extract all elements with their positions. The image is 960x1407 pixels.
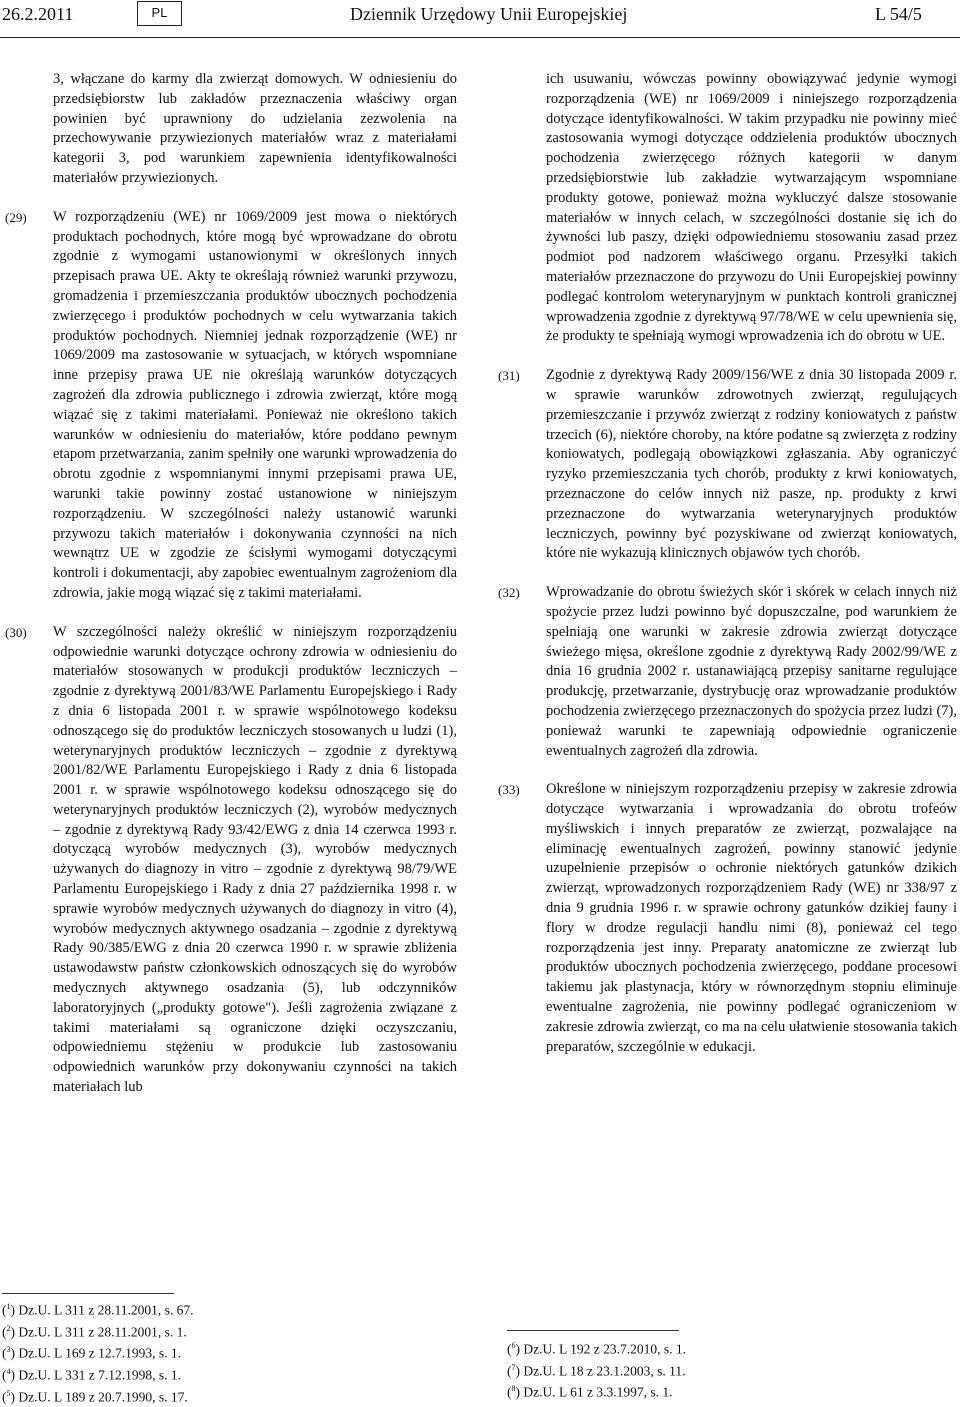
publication-date: 26.2.2011 — [2, 4, 74, 24]
footnote-text: Dz.U. L 18 z 23.1.2003, s. 11. — [523, 1363, 686, 1379]
recital-number: (30) — [5, 624, 27, 640]
footnote-mark: 3 — [6, 1345, 11, 1355]
footnote-text: Dz.U. L 169 z 12.7.1993, s. 1. — [18, 1345, 181, 1361]
footnote-mark: 2 — [6, 1323, 11, 1333]
footnote: ($^7$) Dz.U. L 18 z 23.1.2003, s. 11. — [507, 1362, 686, 1379]
footnote: ($^1$) Dz.U. L 311 z 28.11.2001, s. 67. — [2, 1302, 194, 1318]
recital-31 — [498, 366, 957, 564]
footnotes-left — [2, 1298, 402, 1407]
continuation-paragraph — [498, 70, 957, 347]
footnote: ($^5$) Dz.U. L 189 z 20.7.1990, s. 17. — [2, 1388, 188, 1405]
recital-text: Zgodnie z dyrektywą Rady 2009/156/WE z dnia 30 listopada 2009 r. w sprawie warunków zdrowotnych zwierząt, regulujących przemieszczanie i przywóz zwierząt z rodziny koniowatych z państw trzecich (6), niektóre choroby, na które podatne są zwierzęta z rodziny koniowatych, podlegają obowiązkowi zgłaszania. Aby ograniczyć ryzyko przemieszczania tych chorób, produkty z krwi koniowatych, przeznaczone do celów innych niż pasze, np. produkty z krwi przeznaczone do wytwarzania weterynaryjnych produktów leczniczych, powinny być pozyskiwane od zwierząt koniowatych, które nie wykazują klinicznych objawów tych chorób. — [546, 367, 957, 562]
recital-30 — [5, 623, 457, 1098]
recital-number: (31) — [498, 368, 520, 384]
footnote-mark: 7 — [511, 1362, 516, 1372]
recital-number: (32) — [498, 585, 520, 601]
paragraph-text: 3, włączane do karmy dla zwierząt domowych. W odniesieniu do przedsiębiorstw lub zakładów przeznaczenia właściwy organ powinien być uprawniony do udzielania zezwolenia na przechowywanie przywiezionych materiałów wraz z materiałami kategorii 3, pod warunkiem zapewnienia identyfikowalności materiałów przywiezionych. — [53, 71, 457, 186]
recital-text: Określone w niniejszym rozporządzeniu przepisy w zakresie zdrowia dotyczące wytwarzania i wprowadzania do obrotu trofeów myśliwskich i innych preparatów ze zwierząt, pozwalające na eliminację ewentualnych zagrożeń, powinny stanowić jedynie uzupełnienie przepisów o ochronie niektórych gatunków dzikich zwierząt, wprowadzonych rozporządzeniem Rady (WE) nr 338/97 z dnia 9 grudnia 1996 r. w sprawie ochrony gatunków dzikiej fauny i flory w drodze regulacji handlu nimi (8), ponieważ cel tego rozporządzenia jest inny. Preparaty anatomiczne ze zwierząt lub produktów ubocznych pochodzenia zwierzęcego, poddane procesowi takiemu jak plastynacja, który w równorzędnym stopniu eliminuje ewentualne zagrożenia, nie powinny podlegać ograniczeniom w zakresie zdrowia zwierząt, co ma na celu ułatwienie stosowania takich preparatów, szczególnie w edukacji. — [546, 781, 957, 1055]
footnote-mark: 4 — [6, 1367, 11, 1377]
footnote-text: Dz.U. L 61 z 3.3.1997, s. 1. — [523, 1384, 673, 1400]
recital-number: (33) — [498, 782, 520, 798]
header-divider — [0, 37, 960, 38]
footnote: ($^4$) Dz.U. L 331 z 7.12.1998, s. 1. — [2, 1367, 181, 1383]
recital-33 — [498, 780, 957, 1057]
footnote: ($^6$) Dz.U. L 192 z 23.7.2010, s. 1. — [507, 1341, 686, 1357]
footnote: ($^2$) Dz.U. L 311 z 28.11.2001, s. 1. — [2, 1323, 187, 1340]
page-header — [0, 0, 960, 40]
footnote-divider-left — [2, 1293, 174, 1294]
page-reference: L 54/5 — [875, 4, 922, 24]
right-column — [498, 70, 957, 1076]
recital-number: (29) — [5, 209, 27, 225]
paragraph-text: ich usuwaniu, wówczas powinny obowiązywać jedynie wymogi rozporządzenia (WE) nr 1069/2009 i niniejszego rozporządzenia dotyczące identyfikowalności. W takim przypadku nie powinny mieć zastosowania wymogi dotyczące oddzielenia produktów ubocznych pochodzenia zwierzęcego różnych kategorii w danym przedsiębiorstwie lub zakładzie wytwarzającym wspomniane produkty gotowe, ponieważ można wykluczyć dalsze stosowanie materiałów w innych celach, w szczególności dostanie się ich do żywności lub paszy, dzięki odpowiedniemu stosowaniu zasad przez podmiot pod nadzorem właściwego organu. Przesyłki takich materiałów przeznaczone do przywozu do Unii Europejskiej powinny podlegać kontrolom weterynaryjnym w punktach kontroli granicznej wprowadzenia zgodnie z dyrektywą 97/78/WE w celu upewnienia się, że produkty te spełniają wymogi wprowadzenia ich do obrotu w UE. — [546, 71, 957, 345]
recital-text: Wprowadzanie do obrotu świeżych skór i skórek w celach innych niż spożycie przez ludzi powinno być dopuszczalne, pod warunkiem że spełniają one warunki w zakresie zdrowia zwierząt dotyczące świeżego mięsa, określone zgodnie z dyrektywą Rady 2002/99/WE z dnia 16 grudnia 2002 r. ustanawiającą przepisy sanitarne regulujące produkcję, przetwarzanie, dystrybucję oraz wprowadzanie produktów pochodzenia zwierzęcego przeznaczonych do spożycia przez ludzi (7), ponieważ warunki te zapewniają odpowiednie ograniczenie ewentualnych zagrożeń dla zdrowia. — [546, 584, 957, 759]
footnote-text: Dz.U. L 192 z 23.7.2010, s. 1. — [523, 1341, 686, 1357]
footnote-text: Dz.U. L 311 z 28.11.2001, s. 1. — [18, 1324, 187, 1340]
footnote: ($^3$) Dz.U. L 169 z 12.7.1993, s. 1. — [2, 1345, 181, 1361]
footnote-mark: 1 — [6, 1302, 11, 1311]
footnote-mark: 8 — [511, 1384, 516, 1394]
footnote-divider-right — [507, 1330, 679, 1331]
footnote: ($^8$) Dz.U. L 61 z 3.3.1997, s. 1. — [507, 1384, 673, 1400]
recital-text: W szczególności należy określić w niniejszym rozporządzeniu odpowiednie warunki dotyczące ochrony zdrowia w odniesieniu do materiałów stosowanych w produkcji produktów leczniczych – zgodnie z dyrektywą 2001/83/WE Parlamentu Europejskiego i Rady z dnia 6 listopada 2001 r. w sprawie wspólnotowego kodeksu odnoszącego się do produktów leczniczych stosowanych u ludzi (1), weterynaryjnych produktów leczniczych – zgodnie z dyrektywą 2001/82/WE Parlamentu Europejskiego i Rady z dnia 6 listopada 2001 r. w sprawie wspólnotowego kodeksu odnoszącego się do weterynaryjnych produktów leczniczych (2), wyrobów medycznych – zgodnie z dyrektywą Rady 93/42/EWG z dnia 14 czerwca 1993 r. dotyczącą wyrobów medycznych (3), wyrobów medycznych używanych do diagnozy in vitro – zgodnie z dyrektywą 98/79/WE Parlamentu Europejskiego i Rady z dnia 27 października 1998 r. w sprawie wyrobów medycznych używanych do diagnozy in vitro (4), wyrobów medycznych aktywnego osadzania – zgodnie z dyrektywą Rady 90/385/EWG z dnia 20 czerwca 1990 r. w sprawie zbliżenia ustawodawstw państw członkowskich odnoszących się do wyrobów medycznych aktywnego osadzania (5), lub odczynników laboratoryjnych („produkty gotowe"). Jeśli zagrożenia związane z takimi materiałami są ograniczone dzięki oczyszczaniu, odpowiedniemu stężeniu w produkcie lub zastosowaniu odpowiednich warunków przy dokonywaniu czynności na takich materiałach lub — [53, 623, 457, 1096]
language-badge: PL — [137, 1, 182, 26]
footnote-mark: 5 — [6, 1388, 11, 1398]
recital-32 — [498, 583, 957, 761]
footnote-text: Dz.U. L 331 z 7.12.1998, s. 1. — [18, 1367, 181, 1383]
continuation-paragraph — [5, 70, 457, 189]
footnote-text: Dz.U. L 189 z 20.7.1990, s. 17. — [18, 1389, 188, 1405]
footnote-mark: 6 — [511, 1341, 516, 1350]
footnote-text: Dz.U. L 311 z 28.11.2001, s. 67. — [18, 1302, 194, 1318]
footnotes-right — [507, 1337, 907, 1402]
left-column — [5, 70, 457, 1117]
recital-29 — [5, 208, 457, 604]
journal-title: Dziennik Urzędowy Unii Europejskiej — [350, 4, 628, 24]
recital-text: W rozporządzeniu (WE) nr 1069/2009 jest mowa o niektórych produktach pochodnych, które mogą być wprowadzane do obrotu zgodnie z wymogami ustanowionymi w określonych innych przepisach prawa UE. Akty te określają również warunki przywozu, gromadzenia i przemieszczania produktów ubocznych pochodzenia zwierzęcego i produktów pochodnych w celu wytwarzania takich produktów pochodnych. Niemniej jednak rozporządzenie (WE) nr 1069/2009 ma zastosowanie w sytuacjach, w których wspomniane inne przepisy prawa UE nie określają warunków dotyczących zagrożeń dla zdrowia publicznego i zdrowia zwierząt, które mogą wiązać się z takimi materiałami. Ponieważ nie określono takich warunków w odniesieniu do materiałów, które poddano pewnym etapom przetwarzania, zanim spełniły one warunki wprowadzenia do obrotu zgodnie z wspomnianymi innymi przepisami prawa UE, warunki takie powinny zostać ustanowione w niniejszym rozporządzeniu. W szczególności należy ustanowić warunki przywozu takich materiałów i dokonywania czynności na nich wewnątrz UE w zgodzie ze ścisłymi wymogami dotyczącymi kontroli i dokumentacji, aby zapobiec ewentualnym zagrożeniom dla zdrowia, jakie mogą wiązać się z takimi materiałami. — [53, 208, 457, 601]
